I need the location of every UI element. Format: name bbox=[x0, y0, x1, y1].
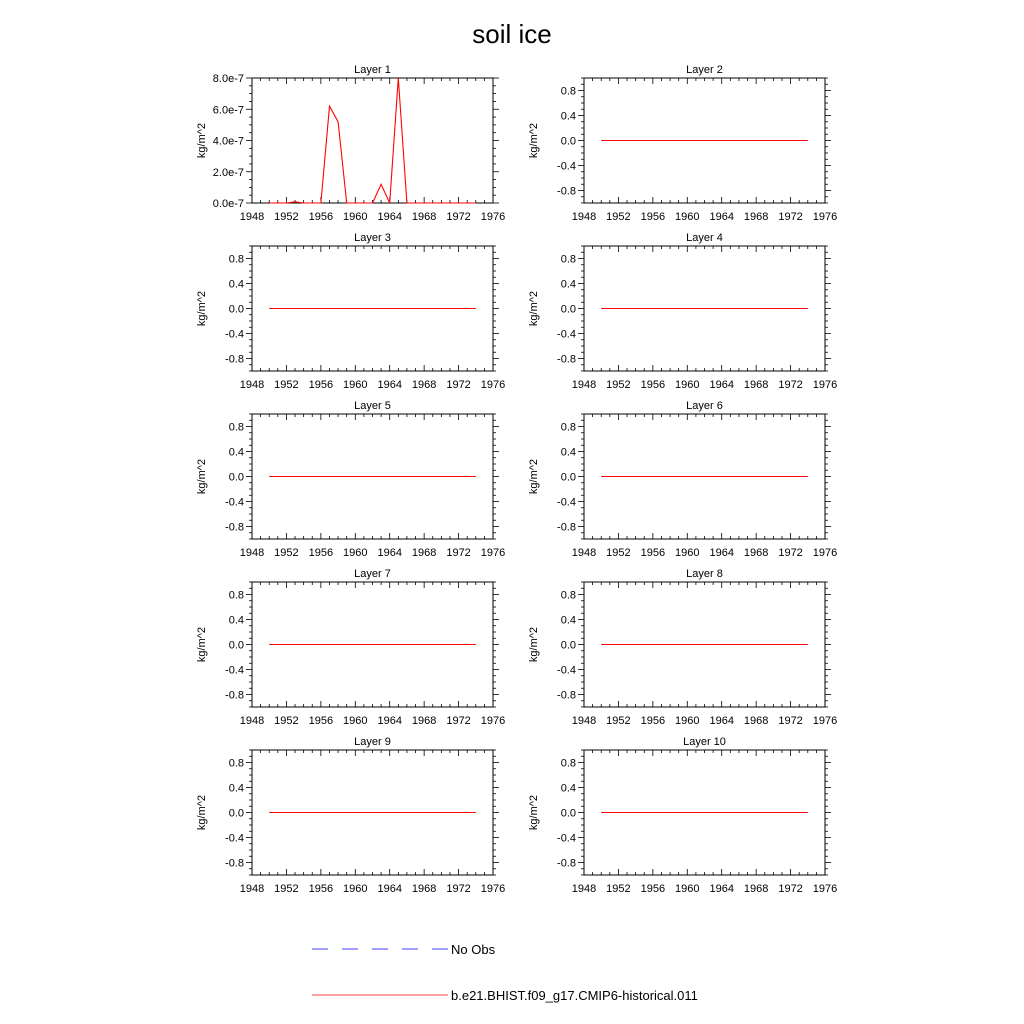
y-tick-label: -0.4 bbox=[557, 160, 576, 173]
x-tick-label: 1964 bbox=[709, 379, 734, 391]
y-tick-label: -0.8 bbox=[557, 353, 576, 366]
y-tick-label: 0.0 bbox=[228, 303, 244, 316]
y-tick-label: -0.8 bbox=[225, 521, 244, 534]
x-tick-label: 1964 bbox=[377, 715, 402, 727]
panel-layer-4 bbox=[528, 232, 837, 391]
y-axis-label: kg/m^2 bbox=[196, 626, 208, 663]
y-tick-label: 0.0 bbox=[228, 471, 244, 484]
panel-layer-8 bbox=[528, 568, 837, 727]
panel-title: Layer 9 bbox=[354, 736, 391, 748]
x-tick-label: 1976 bbox=[480, 547, 506, 559]
y-tick-label: -0.4 bbox=[557, 832, 576, 845]
y-tick-label: 8.0e-7 bbox=[212, 73, 244, 85]
x-tick-label: 1972 bbox=[778, 547, 803, 559]
x-tick-label: 1968 bbox=[743, 211, 769, 223]
x-tick-label: 1948 bbox=[571, 211, 597, 223]
x-tick-label: 1952 bbox=[606, 211, 631, 223]
x-tick-label: 1960 bbox=[343, 211, 368, 223]
x-tick-label: 1968 bbox=[411, 715, 437, 727]
y-tick-label: 0.8 bbox=[228, 421, 244, 434]
y-tick-label: 2.0e-7 bbox=[212, 166, 244, 179]
panel-title: Layer 6 bbox=[686, 400, 723, 412]
x-tick-label: 1976 bbox=[480, 211, 506, 223]
panel-title: Layer 4 bbox=[686, 232, 723, 244]
y-tick-label: -0.8 bbox=[225, 689, 244, 702]
x-tick-label: 1956 bbox=[640, 547, 666, 559]
x-tick-label: 1972 bbox=[446, 715, 471, 727]
x-tick-label: 1960 bbox=[675, 211, 700, 223]
x-tick-label: 1956 bbox=[308, 211, 334, 223]
x-tick-label: 1948 bbox=[239, 883, 265, 895]
y-tick-label: -0.4 bbox=[557, 328, 576, 341]
y-axis-label: kg/m^2 bbox=[528, 290, 540, 327]
x-tick-label: 1960 bbox=[675, 379, 700, 391]
figure-title: soil ice bbox=[472, 19, 552, 49]
y-tick-label: -0.4 bbox=[225, 664, 244, 677]
y-tick-label: 0.0 bbox=[560, 303, 576, 316]
x-tick-label: 1960 bbox=[343, 379, 368, 391]
x-tick-label: 1964 bbox=[709, 547, 734, 559]
x-tick-label: 1976 bbox=[480, 379, 506, 391]
x-tick-label: 1960 bbox=[343, 715, 368, 727]
x-tick-label: 1952 bbox=[606, 715, 631, 727]
panel-layer-10 bbox=[528, 736, 837, 895]
panel-title: Layer 8 bbox=[686, 568, 723, 580]
x-tick-label: 1972 bbox=[778, 715, 803, 727]
x-tick-label: 1968 bbox=[743, 883, 769, 895]
y-axis-label: kg/m^2 bbox=[196, 794, 208, 831]
panel-title: Layer 1 bbox=[354, 64, 391, 76]
x-tick-label: 1976 bbox=[812, 715, 838, 727]
x-tick-label: 1948 bbox=[571, 547, 597, 559]
x-tick-label: 1952 bbox=[606, 883, 631, 895]
y-tick-label: -0.4 bbox=[225, 832, 244, 845]
x-tick-label: 1972 bbox=[778, 211, 803, 223]
x-tick-label: 1964 bbox=[709, 211, 734, 223]
panel-layer-1 bbox=[196, 64, 505, 223]
y-tick-label: 4.0e-7 bbox=[212, 135, 244, 148]
x-tick-label: 1968 bbox=[743, 379, 769, 391]
y-tick-label: 0.8 bbox=[560, 253, 576, 266]
x-tick-label: 1956 bbox=[640, 379, 666, 391]
panel-title: Layer 3 bbox=[354, 232, 391, 244]
y-tick-label: -0.8 bbox=[557, 185, 576, 198]
y-tick-label: 0.4 bbox=[560, 446, 576, 459]
x-tick-label: 1968 bbox=[411, 211, 437, 223]
x-tick-label: 1968 bbox=[743, 547, 769, 559]
x-tick-label: 1976 bbox=[480, 715, 506, 727]
x-tick-label: 1956 bbox=[308, 547, 334, 559]
x-tick-label: 1952 bbox=[606, 379, 631, 391]
y-tick-label: 0.0e-7 bbox=[212, 198, 244, 210]
x-tick-label: 1956 bbox=[640, 715, 666, 727]
y-tick-label: -0.4 bbox=[225, 496, 244, 509]
x-tick-label: 1948 bbox=[239, 211, 265, 223]
panel-title: Layer 2 bbox=[686, 64, 723, 76]
y-axis-label: kg/m^2 bbox=[196, 458, 208, 495]
x-tick-label: 1964 bbox=[377, 379, 402, 391]
x-tick-label: 1948 bbox=[239, 379, 265, 391]
panel-layer-2 bbox=[528, 64, 837, 223]
y-tick-label: 0.4 bbox=[228, 782, 244, 795]
panel-layer-5 bbox=[196, 400, 505, 559]
x-tick-label: 1972 bbox=[446, 211, 471, 223]
y-tick-label: 0.0 bbox=[560, 135, 576, 148]
panel-layer-3 bbox=[196, 232, 505, 391]
x-tick-label: 1972 bbox=[446, 547, 471, 559]
x-tick-label: 1976 bbox=[812, 547, 838, 559]
x-tick-label: 1952 bbox=[274, 883, 299, 895]
y-tick-label: 0.0 bbox=[228, 639, 244, 652]
y-tick-label: 0.0 bbox=[560, 471, 576, 484]
plot-frame bbox=[252, 78, 493, 203]
panel-title: Layer 7 bbox=[354, 568, 391, 580]
y-axis-label: kg/m^2 bbox=[528, 458, 540, 495]
panel-layer-6 bbox=[528, 400, 837, 559]
x-tick-label: 1952 bbox=[274, 211, 299, 223]
x-tick-label: 1948 bbox=[239, 547, 265, 559]
x-tick-label: 1964 bbox=[709, 883, 734, 895]
x-tick-label: 1948 bbox=[571, 379, 597, 391]
y-tick-label: -0.4 bbox=[557, 496, 576, 509]
x-tick-label: 1956 bbox=[640, 883, 666, 895]
y-tick-label: -0.8 bbox=[225, 353, 244, 366]
legend-model-label: b.e21.BHIST.f09_g17.CMIP6-historical.011 bbox=[451, 988, 698, 1003]
x-tick-label: 1968 bbox=[411, 379, 437, 391]
panel-title: Layer 5 bbox=[354, 400, 391, 412]
y-tick-label: 0.4 bbox=[560, 278, 576, 291]
legend bbox=[312, 942, 698, 1003]
y-axis-label: kg/m^2 bbox=[196, 122, 208, 159]
x-tick-label: 1956 bbox=[308, 883, 334, 895]
y-tick-label: 0.4 bbox=[560, 110, 576, 123]
x-tick-label: 1960 bbox=[675, 715, 700, 727]
x-tick-label: 1976 bbox=[480, 883, 506, 895]
y-tick-label: -0.8 bbox=[557, 857, 576, 870]
y-tick-label: 0.4 bbox=[560, 614, 576, 627]
y-axis-label: kg/m^2 bbox=[528, 122, 540, 159]
x-tick-label: 1964 bbox=[377, 547, 402, 559]
x-tick-label: 1964 bbox=[377, 883, 402, 895]
y-axis-label: kg/m^2 bbox=[528, 794, 540, 831]
y-axis-label: kg/m^2 bbox=[528, 626, 540, 663]
x-tick-label: 1976 bbox=[812, 379, 838, 391]
panel-layer-9 bbox=[196, 736, 505, 895]
x-tick-label: 1952 bbox=[274, 715, 299, 727]
x-tick-label: 1952 bbox=[274, 379, 299, 391]
x-tick-label: 1948 bbox=[571, 715, 597, 727]
y-tick-label: 0.8 bbox=[228, 253, 244, 266]
x-tick-label: 1956 bbox=[640, 211, 666, 223]
x-tick-label: 1972 bbox=[446, 883, 471, 895]
x-tick-label: 1964 bbox=[377, 211, 402, 223]
x-tick-label: 1972 bbox=[778, 379, 803, 391]
x-tick-label: 1972 bbox=[446, 379, 471, 391]
x-tick-label: 1964 bbox=[709, 715, 734, 727]
series-line-model bbox=[269, 78, 476, 203]
y-tick-label: -0.8 bbox=[225, 857, 244, 870]
x-tick-label: 1956 bbox=[308, 379, 334, 391]
y-tick-label: 0.8 bbox=[560, 757, 576, 770]
y-tick-label: 0.8 bbox=[228, 589, 244, 602]
y-tick-label: 0.8 bbox=[560, 421, 576, 434]
y-tick-label: 0.8 bbox=[560, 589, 576, 602]
x-tick-label: 1968 bbox=[743, 715, 769, 727]
y-tick-label: -0.8 bbox=[557, 689, 576, 702]
x-tick-label: 1972 bbox=[778, 883, 803, 895]
y-tick-label: -0.4 bbox=[225, 328, 244, 341]
y-tick-label: -0.4 bbox=[557, 664, 576, 677]
y-tick-label: 0.8 bbox=[560, 85, 576, 98]
y-tick-label: -0.8 bbox=[557, 521, 576, 534]
x-tick-label: 1976 bbox=[812, 211, 838, 223]
x-tick-label: 1960 bbox=[343, 883, 368, 895]
y-tick-label: 0.4 bbox=[228, 446, 244, 459]
x-tick-label: 1968 bbox=[411, 883, 437, 895]
y-tick-label: 0.4 bbox=[228, 278, 244, 291]
y-tick-label: 0.4 bbox=[228, 614, 244, 627]
x-tick-label: 1952 bbox=[274, 547, 299, 559]
y-tick-label: 0.0 bbox=[228, 807, 244, 820]
x-tick-label: 1952 bbox=[606, 547, 631, 559]
x-tick-label: 1948 bbox=[571, 883, 597, 895]
panel-grid bbox=[196, 64, 837, 895]
y-tick-label: 0.0 bbox=[560, 807, 576, 820]
y-tick-label: 6.0e-7 bbox=[212, 104, 244, 117]
x-tick-label: 1960 bbox=[675, 883, 700, 895]
panel-layer-7 bbox=[196, 568, 505, 727]
x-tick-label: 1976 bbox=[812, 883, 838, 895]
x-tick-label: 1960 bbox=[675, 547, 700, 559]
y-axis-label: kg/m^2 bbox=[196, 290, 208, 327]
legend-obs-label: No Obs bbox=[451, 942, 496, 957]
x-tick-label: 1968 bbox=[411, 547, 437, 559]
y-tick-label: 0.0 bbox=[560, 639, 576, 652]
x-tick-label: 1960 bbox=[343, 547, 368, 559]
x-tick-label: 1948 bbox=[239, 715, 265, 727]
x-tick-label: 1956 bbox=[308, 715, 334, 727]
y-tick-label: 0.8 bbox=[228, 757, 244, 770]
y-tick-label: 0.4 bbox=[560, 782, 576, 795]
panel-title: Layer 10 bbox=[683, 736, 726, 748]
